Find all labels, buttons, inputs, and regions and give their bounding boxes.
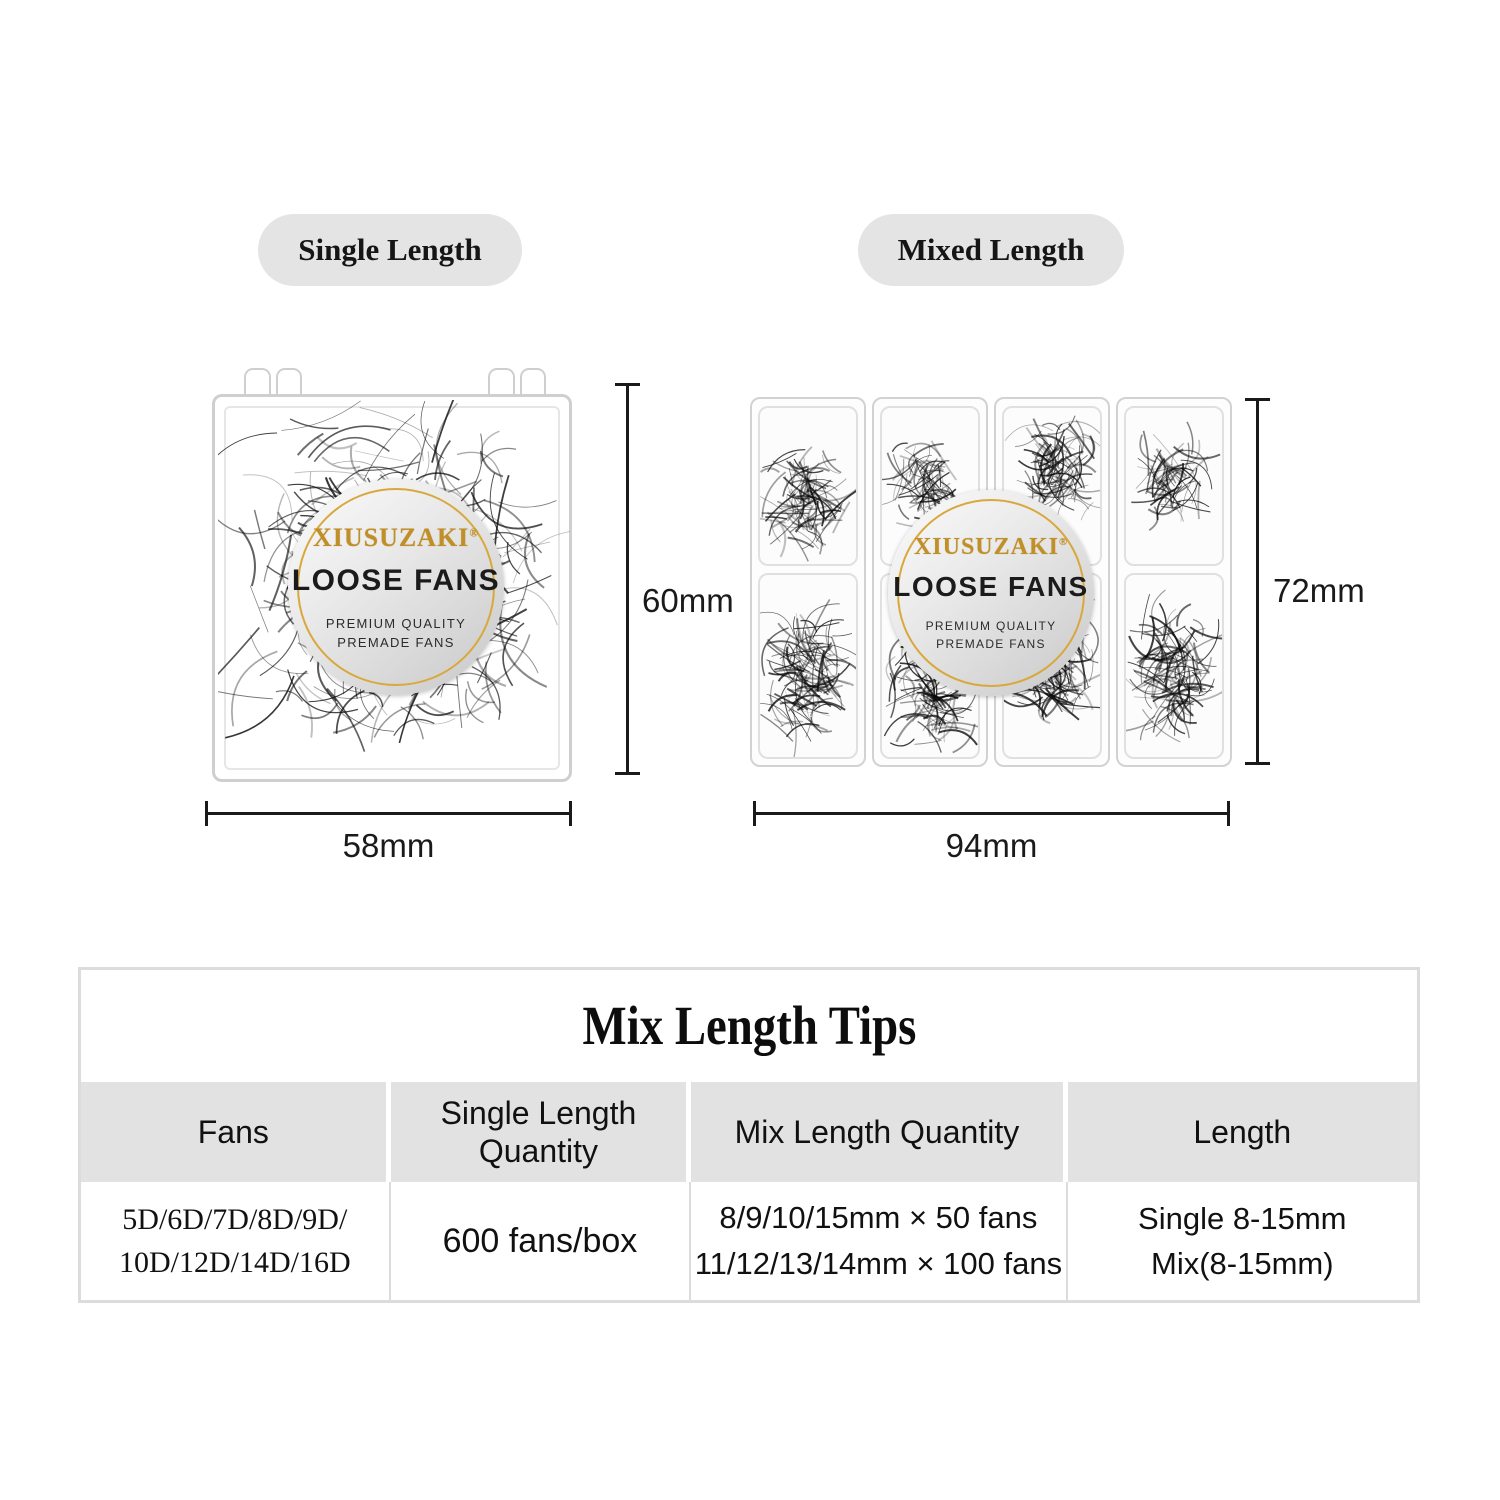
dimension-label-72mm: 72mm	[1273, 572, 1365, 609]
product-tagline: PREMIUM QUALITY PREMADE FANS	[325, 615, 467, 650]
header-cell-fans: Fans	[81, 1082, 391, 1182]
header-cell-mix-length-quantity: Mix Length Quantity	[691, 1082, 1067, 1182]
table-body-row	[81, 1182, 1417, 1300]
dimension-label-58mm: 58mm	[342, 827, 435, 864]
cell-fans: 5D/6D/7D/8D/9D/ 10D/12D/14D/16D	[81, 1182, 391, 1300]
dimension-label-60mm: 60mm	[642, 582, 734, 619]
registered-mark: ®	[469, 525, 480, 539]
dimension-cap	[205, 801, 208, 826]
mixed-box-strip	[1116, 397, 1232, 767]
cell-single-length-quantity: 600 fans/box	[391, 1182, 692, 1300]
product-tagline: PREMIUM QUALITY PREMADE FANS	[925, 618, 1057, 651]
header-cell-length: Length	[1068, 1082, 1417, 1182]
dimension-line-width-mixed	[753, 812, 1230, 815]
brand-name: XIUSUZAKI®	[913, 533, 1069, 560]
product-name: LOOSE FANS	[291, 563, 501, 597]
dimension-label-94mm: 94mm	[945, 827, 1038, 864]
mixed-box-strip	[750, 397, 866, 767]
table-title-row	[81, 970, 1417, 1082]
dimension-cap	[1245, 398, 1270, 401]
product-label-single	[288, 479, 504, 695]
mixed-length-badge: Mixed Length	[858, 214, 1124, 286]
dimension-line-width-single	[205, 812, 572, 815]
header-cell-single-length-quantity: Single Length Quantity	[391, 1082, 692, 1182]
dimension-line-height-mixed	[1256, 398, 1259, 765]
mix-length-tips-table	[78, 967, 1420, 1303]
product-name: LOOSE FANS	[893, 570, 1089, 602]
box-hinge-right	[488, 368, 546, 396]
table-title: Mix Length Tips	[582, 996, 916, 1056]
dimension-cap	[753, 801, 756, 826]
brand-name: XIUSUZAKI®	[312, 522, 480, 552]
dimension-cap	[569, 801, 572, 826]
registered-mark: ®	[1058, 535, 1069, 548]
dimension-cap	[1245, 762, 1270, 765]
single-length-badge: Single Length	[258, 214, 522, 286]
dimension-line-height-single	[626, 383, 629, 775]
table-header-row	[81, 1082, 1417, 1182]
cell-length: Single 8-15mm Mix(8-15mm)	[1138, 1201, 1347, 1281]
box-hinge-left	[244, 368, 302, 396]
product-label-mixed	[888, 490, 1094, 696]
dimension-cap	[615, 772, 640, 775]
dimension-cap	[615, 383, 640, 386]
cell-mix-length-quantity: 8/9/10/15mm × 50 fans 11/12/13/14mm × 100 fans	[691, 1182, 1067, 1300]
dimension-cap	[1227, 801, 1230, 826]
